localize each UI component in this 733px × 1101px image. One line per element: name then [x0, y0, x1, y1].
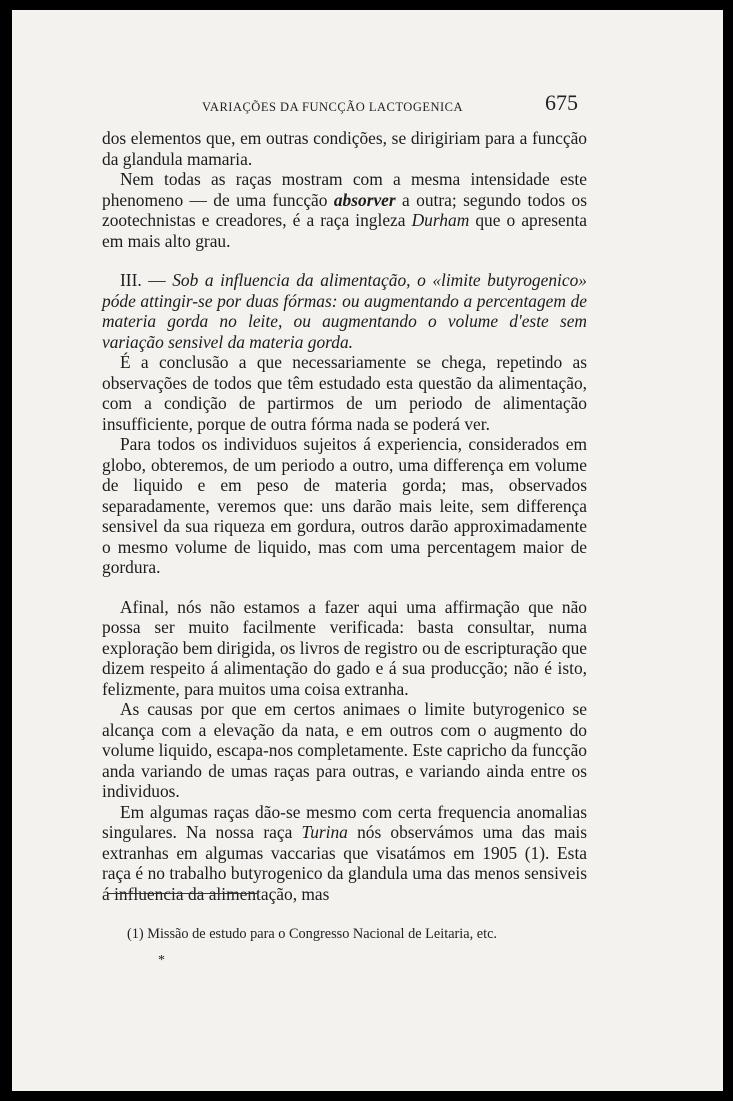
section-title: Sob a influencia da alimentação, o «limite butyrogenico» póde attingir-se por duas fórmas: ou augmentando a percentagem de materia gorda no leite, ou augmentando o volume d'este sem variação sensivel da materia gorda.: [102, 270, 587, 352]
paragraph: Afinal, nós não estamos a fazer aqui uma affirmação que não possa ser muito facilmente verificada: basta consultar, numa exploração bem dirigida, os livros de registro ou de escripturação que dizem respeito á alimentação do gado e á sua producção; não é isto, felizmente, para muitos uma coisa extranha.: [102, 596, 587, 699]
paragraph-turina: [102, 802, 587, 905]
paragraph-text: que o apresenta em mais alto grau.: [102, 210, 587, 251]
paragraph-text: Nem todas as raças mostram com a mesma intensidade este phenomeno — de uma funcção: [102, 169, 587, 210]
running-title: VARIAÇÕES DA FUNCÇÃO LACTOGENICA: [202, 100, 464, 114]
footnote-divider: [107, 893, 257, 894]
paragraph-text: a outra; segundo todos os zootechnistas e creadores, é a raça ingleza: [102, 189, 587, 230]
paragraph-durham: [102, 169, 587, 251]
paragraph-text: Em algumas raças dão-se mesmo com certa frequencia anomalias singulares. Na nossa raça: [102, 801, 587, 842]
body-text: [102, 128, 587, 904]
section-heading: [102, 270, 587, 352]
emphasis-durham: Durham: [411, 210, 470, 230]
page-number: 675: [545, 90, 578, 115]
paragraph-continuation: dos elementos que, em outras condições, se dirigiriam para a funcção da glandula mamaria.: [102, 128, 587, 169]
asterisk-mark: *: [158, 953, 165, 968]
emphasis-turina: Turina: [301, 822, 348, 842]
paragraph: Para todos os individuos sujeitos á experiencia, considerados em globo, obteremos, de um periodo a outro, uma differença em volume de liquido e em peso de materia gorda; mas, observados separadamente, veremos que: uns darão mais leite, sem differença sensivel da sua riqueza em gordura, outros darão approximadamente o mesmo volume de liquido, mas com uma percentagem maior de gordura.: [102, 434, 587, 577]
section-number: III. —: [120, 270, 173, 290]
book-page: [12, 10, 723, 1091]
paragraph: É a conclusão a que necessariamente se chega, repetindo as observações de todos que têm estudado esta questão da alimentação, com a condição de partirmos de um periodo de alimentação insufficiente, porque de outra fórma nada se poderá ver.: [102, 352, 587, 434]
section-gap: [102, 578, 587, 597]
footnote: (1) Missão de estudo para o Congresso Nacional de Leitaria, etc.: [127, 926, 498, 942]
section-gap: [102, 251, 587, 270]
emphasis-absorver: absorver: [333, 189, 396, 210]
paragraph-text: nós observámos uma das mais extranhas em algumas vaccarias que visatámos em 1905 (1). Esta raça é no trabalho butyrogenico da glandula uma das menos sensiveis á influencia da alimentação, mas: [102, 822, 588, 904]
paragraph: As causas por que em certos animaes o limite butyrogenico se alcança com a elevação da nata, e em outros com o augmento do volume liquido, escapa-nos completamente. Este capricho da funcção anda variando de umas raças para outras, e variando ainda entre os individuos.: [102, 699, 587, 801]
